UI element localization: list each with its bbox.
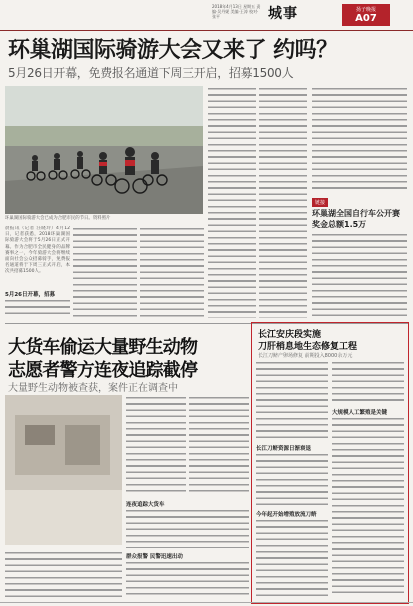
side-box-body: [312, 232, 407, 318]
article3-body-column-1b: [256, 452, 328, 506]
truck-image: [5, 395, 122, 545]
page-tag: [342, 4, 390, 26]
link-badge: 链接: [312, 198, 328, 207]
side-box-title: 环巢湖全国自行车公开赛 奖金总额1.5万: [312, 209, 400, 229]
article1-body-column-3: [140, 226, 204, 318]
cyclists-image: [5, 86, 203, 214]
article1-body-column-5: [259, 86, 307, 318]
footer-rule: [0, 602, 413, 603]
section-title: 城事: [268, 6, 298, 22]
article2-body-column-2: [126, 395, 186, 495]
article2-section-heading-2: 群众报警 民警迅速出动: [126, 554, 183, 560]
article3-title-line2: 刀肝梢息地生态修复工程: [258, 342, 358, 352]
article1-headline: 环巢湖国际骑游大会又来了 约吗？: [8, 38, 338, 63]
article3-section-heading-1: 长江刀鲚资源日渐衰退: [256, 446, 312, 452]
article1-subhead: 5月26日开幕，免费报名通道下周三开启，招募1500人: [8, 66, 294, 80]
article3-title-line1: 长江安庆段实施: [258, 330, 322, 340]
article2-headline-line1: 大货车偷运大量野生动物: [8, 337, 198, 358]
page-tag-paper-name: 扬子晚报: [355, 7, 376, 13]
article2-headline-line2: 志愿者警方连夜追踪截停: [8, 360, 198, 381]
article1-body-column-4: [208, 86, 256, 318]
article3-section-heading-3: 大规模人工繁殖是关键: [332, 410, 388, 416]
article3-subhead: 长江刀鲚产卵场修复 前期投入8000余万元: [258, 353, 353, 359]
article1-kicker: 5月26日开幕，招募: [5, 292, 55, 298]
truck-photo: [5, 395, 122, 545]
cycling-photo: [5, 86, 203, 214]
article1-body-column-2: [73, 226, 137, 318]
article1-body-column-6: [312, 86, 407, 192]
article2-section-heading-1: 连夜追踪大货车: [126, 502, 165, 508]
article1-body-column-1: [5, 298, 70, 318]
article3-body-column-2: [332, 360, 404, 404]
page-tag-code: A07: [355, 13, 377, 24]
article2-subhead: 大量野生动物被查获，案件正在调查中: [8, 383, 178, 394]
article1-lead-text: 晨报讯（记者 汪晓玲）4月12日，记者获悉，2018环巢湖国际骑游大会将于5月26日正式开幕。作为合肥市全民健身的品牌赛事之一，今年骑游大会将继续面向社会公众招募骑手，免费报名通道将于下周三正式开启，本次共招募1500人。: [5, 226, 70, 275]
photo-caption: 环巢湖国际骑游大会已成为合肥市民的节日。资料照片: [5, 216, 111, 221]
dateline: 2018年4月13日 星期五 责编·吴丹妮 美编·王涛 校对·张平: [212, 4, 261, 19]
article2-body-bottom: [126, 560, 249, 598]
article3-body-column-1c: [256, 518, 328, 598]
article2-body-lower: [126, 508, 249, 548]
article3-body-column-2b: [332, 416, 404, 598]
article3-body-column-1: [256, 360, 328, 440]
article2-body-column-1: [5, 550, 122, 598]
article3-section-heading-2: 今年起开始增殖放流刀鲚: [256, 512, 317, 518]
article2-body-column-3: [189, 395, 249, 495]
